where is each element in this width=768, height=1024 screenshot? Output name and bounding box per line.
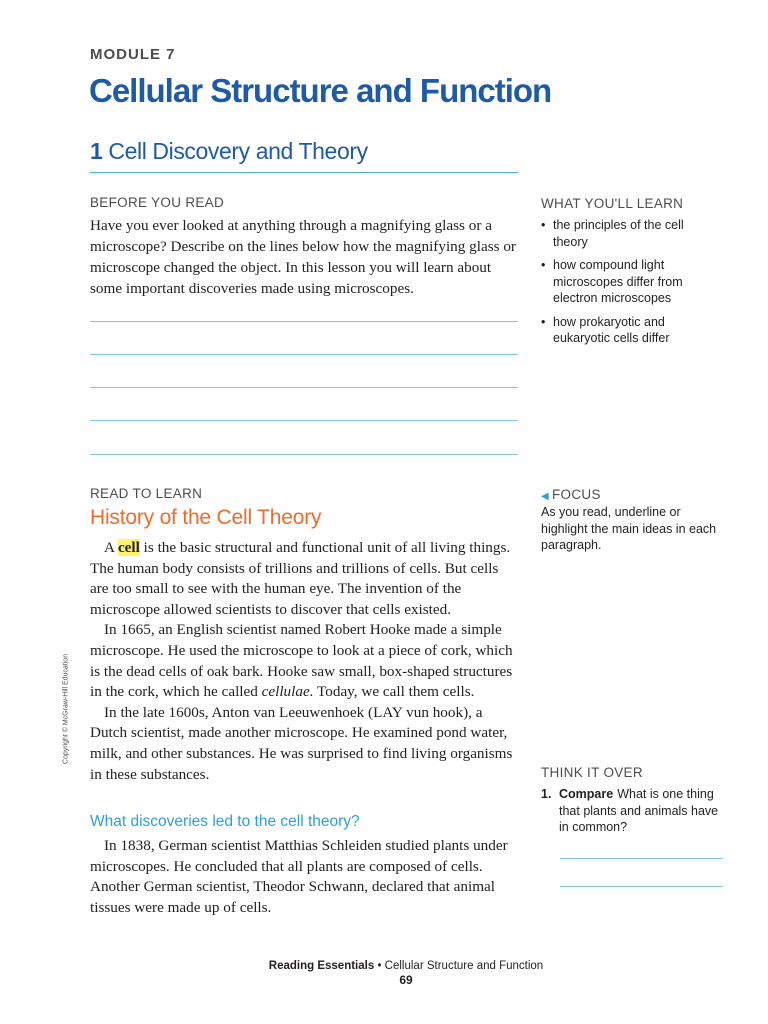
focus-heading: ◀ FOCUS — [541, 487, 601, 502]
paragraph-4: In 1838, German scientist Matthias Schleiden studied plants under microscopes. He concluded that all plants are composed of cells. Another German scientist, Theodor Schwann, declared that animal tissues were made up of cells. — [90, 837, 508, 916]
learning-objectives-list — [541, 217, 721, 354]
lesson-number: 1 — [90, 138, 103, 164]
book-title: Reading Essentials — [268, 960, 375, 972]
paragraph-1: A cell is the basic structural and functional unit of all living things. The human body consists of trillions and trillions of cells. But cells are too small to see with the human eye. The invention of the microscope allowed scientists to discover that cells existed. — [90, 539, 511, 618]
list-item: • the principles of the cell theory — [541, 217, 721, 250]
page-title: Cellular Structure and Function — [89, 72, 552, 109]
before-you-read-heading: BEFORE YOU READ — [90, 195, 225, 210]
discoveries-text — [90, 836, 520, 918]
question-item — [541, 786, 726, 836]
answer-line-2[interactable] — [560, 886, 723, 887]
before-you-read-text: Have you ever looked at anything through a magnifying glass or a microscope? Describe on the lines below how the magnifying glass or microscope changed the object. In this lesson you will learn about some important discoveries made using microscopes. — [90, 217, 516, 297]
module-label: MODULE 7 — [90, 46, 176, 63]
question-heading: What discoveries led to the cell theory? — [90, 813, 360, 830]
copyright-notice: Copyright © McGraw-Hill Education — [62, 653, 70, 765]
page-number: 69 — [399, 973, 413, 987]
chapter-title: Cellular Structure and Function — [384, 960, 544, 972]
writing-line-4[interactable] — [90, 420, 518, 421]
read-to-learn-heading: READ TO LEARN — [90, 486, 203, 501]
question-keyword: Compare — [559, 787, 614, 801]
writing-line-5[interactable] — [90, 454, 518, 455]
focus-text: As you read, underline or highlight the main ideas in each paragraph. — [541, 505, 717, 552]
lesson-divider — [90, 172, 518, 173]
list-item: • how compound light microscopes differ from electron microscopes — [541, 257, 721, 307]
paragraph-3: In the late 1600s, Anton van Leeuwenhoek (LAY vun hook), a Dutch scientist, made another microscope. He examined pond water, milk, and other substances. He was surprised to find living organisms in these substances. — [90, 703, 513, 783]
writing-line-1[interactable] — [90, 321, 518, 322]
vocab-highlight: cell — [117, 539, 140, 556]
what-youll-learn-heading: WHAT YOU'LL LEARN — [541, 196, 684, 211]
triangle-left-icon: ◀ — [541, 491, 549, 502]
latin-term: cellulae. — [261, 683, 314, 701]
section-title: History of the Cell Theory — [90, 506, 322, 529]
question-text: What is one thing that plants and animals have in common? — [559, 787, 719, 834]
lesson-name: Cell Discovery and Theory — [108, 138, 368, 164]
writing-line-2[interactable] — [90, 354, 518, 355]
question-number: 1. — [541, 787, 552, 801]
history-text — [90, 538, 520, 785]
think-it-over-heading: THINK IT OVER — [541, 765, 643, 780]
answer-line-1[interactable] — [560, 858, 723, 859]
list-item: • how prokaryotic and eukaryotic cells differ — [541, 314, 721, 347]
page-footer: Reading Essentials • Cellular Structure and Function — [268, 960, 544, 972]
lesson-title — [90, 138, 368, 165]
writing-line-3[interactable] — [90, 387, 518, 388]
paragraph-2: In 1665, an English scientist named Robert Hooke made a simple microscope. He used the microscope to look at a piece of cork, which is the dead cells of oak bark. Hooke saw small, box-shaped structures in the cork, which he called cellulae. Today, we call them cells. — [90, 621, 513, 701]
